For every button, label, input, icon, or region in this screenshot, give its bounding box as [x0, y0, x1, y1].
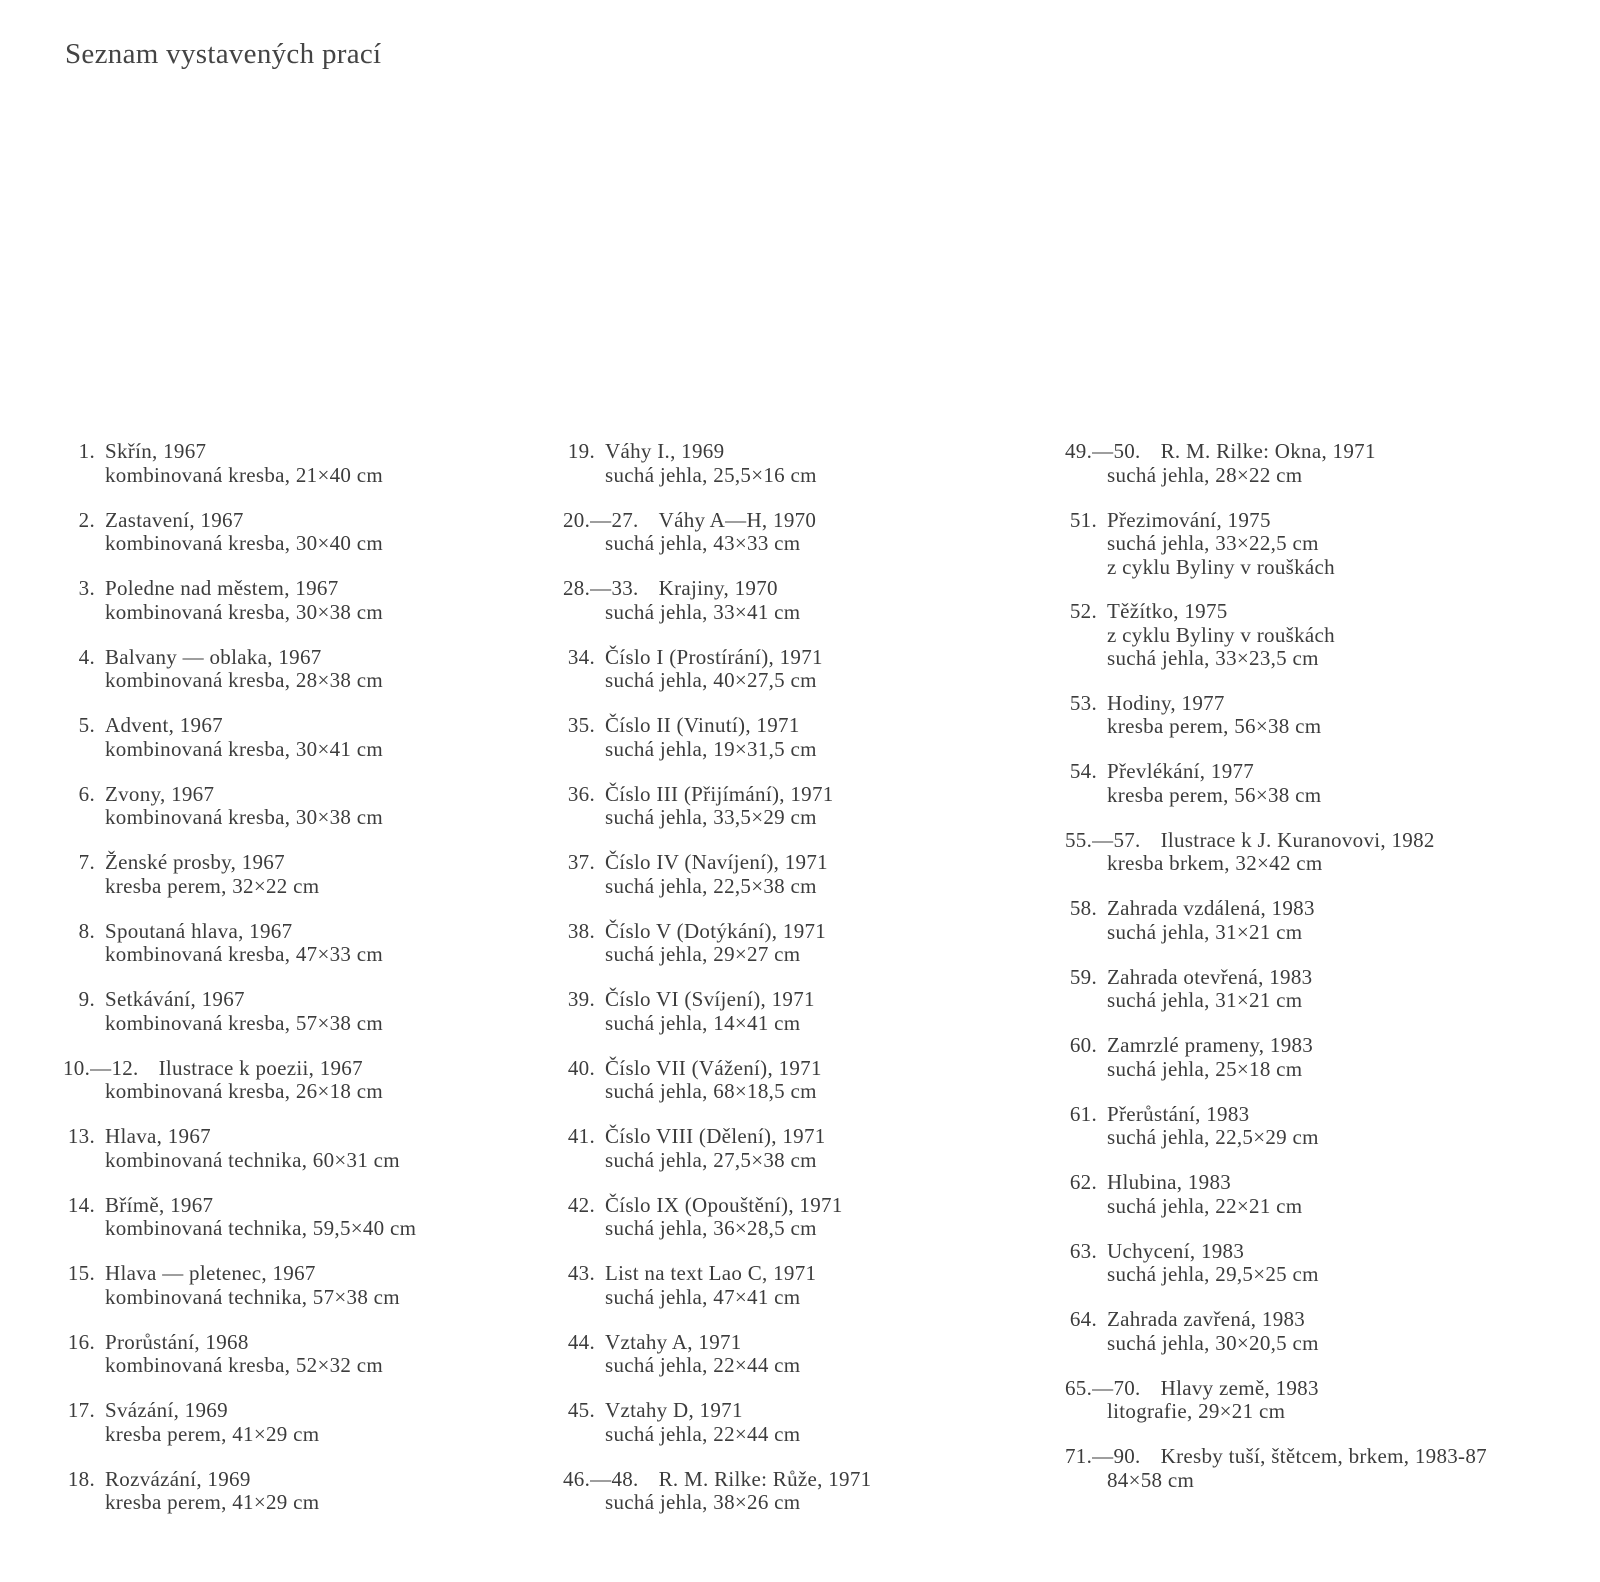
entry-detail: suchá jehla, 31×21 cm — [1107, 988, 1303, 1012]
entry-title: Ilustrace k J. Kuranovovi, 1982 — [1160, 827, 1435, 852]
entry-title: Břímě, 1967 — [105, 1192, 214, 1217]
catalog-entry — [560, 988, 815, 1035]
entry-number: 53. — [1069, 690, 1097, 715]
entry-detail: 84×58 cm — [1107, 1467, 1195, 1492]
entry-detail: kombinovaná kresba, 30×40 cm — [105, 531, 384, 555]
catalog-entry — [1062, 1445, 1487, 1492]
catalog-entry — [1062, 600, 1335, 671]
entry-number: 40. — [567, 1055, 595, 1080]
entry-title: Hlava, 1967 — [105, 1124, 211, 1148]
entry-detail: suchá jehla, 25×18 cm — [1107, 1056, 1303, 1081]
entry-detail: kombinovaná kresba, 26×18 cm — [105, 1079, 384, 1103]
catalog-entry — [60, 1262, 400, 1309]
entry-number: 14. — [67, 1192, 95, 1217]
entry-number: 51. — [1069, 507, 1097, 532]
catalog-entry — [60, 783, 383, 830]
entry-number: 13. — [67, 1124, 95, 1148]
entry-detail: suchá jehla, 22×21 cm — [1107, 1193, 1303, 1218]
catalog-entry — [60, 509, 383, 556]
entry-number: 61. — [1069, 1101, 1097, 1126]
entry-number: 60. — [1069, 1033, 1097, 1057]
entry-number: 9. — [78, 987, 95, 1011]
entry-detail: suchá jehla, 27,5×38 cm — [605, 1147, 817, 1172]
entry-title: Číslo III (Přijímání), 1971 — [605, 781, 834, 806]
entry-detail: suchá jehla, 25,5×16 cm — [605, 462, 817, 487]
entry-detail: kombinovaná kresba, 30×41 cm — [105, 736, 384, 761]
entry-title: Číslo VI (Svíjení), 1971 — [605, 987, 815, 1011]
entry-detail: suchá jehla, 33×41 cm — [605, 599, 801, 624]
catalog-entry — [560, 1194, 843, 1241]
entry-detail: suchá jehla, 22×44 cm — [605, 1421, 801, 1446]
catalog-entry — [560, 1468, 871, 1515]
catalog-entry — [560, 1399, 800, 1446]
entry-detail: kresba perem, 41×29 cm — [105, 1421, 320, 1446]
entry-number: 46.—48. — [563, 1466, 639, 1491]
entry-number: 5. — [78, 713, 95, 737]
entry-number: 36. — [567, 781, 595, 806]
catalog-entry — [1062, 829, 1435, 876]
entry-number: 28.—33. — [563, 576, 639, 600]
entry-detail: z cyklu Byliny v rouškách — [1107, 554, 1335, 579]
entry-detail: kresba perem, 41×29 cm — [105, 1490, 320, 1514]
catalog-entry — [560, 1057, 822, 1104]
entry-detail: suchá jehla, 38×26 cm — [605, 1490, 801, 1514]
entry-detail: suchá jehla, 68×18,5 cm — [605, 1079, 817, 1103]
entry-title: Zamrzlé prameny, 1983 — [1107, 1033, 1314, 1057]
entry-title: Zastavení, 1967 — [105, 507, 244, 532]
entry-detail: kombinovaná technika, 59,5×40 cm — [105, 1216, 417, 1240]
catalog-entry — [560, 714, 817, 761]
entry-title: Kresby tuší, štětcem, brkem, 1983-87 — [1160, 1444, 1487, 1468]
catalog-entry — [1062, 1240, 1319, 1287]
entry-title: R. M. Rilke: Růže, 1971 — [658, 1466, 872, 1491]
entry-title: Skřín, 1967 — [105, 439, 207, 463]
entry-number: 44. — [567, 1329, 595, 1354]
entry-title: Ilustrace k poezii, 1967 — [158, 1055, 363, 1080]
entry-title: Poledne nad městem, 1967 — [105, 576, 339, 600]
catalog-entry — [60, 920, 383, 967]
catalog-entry — [560, 509, 816, 556]
catalog-entry — [60, 646, 383, 693]
entry-title: Váhy A—H, 1970 — [658, 507, 817, 532]
entry-detail: suchá jehla, 43×33 cm — [605, 531, 801, 555]
catalog-entry — [1062, 1171, 1302, 1218]
catalog-entry — [1062, 897, 1315, 944]
entry-number: 55.—57. — [1065, 827, 1141, 852]
catalog-entry — [1062, 692, 1321, 739]
catalog-entry — [560, 577, 800, 624]
entry-number: 41. — [567, 1124, 595, 1148]
entry-title: Číslo IX (Opouštění), 1971 — [605, 1192, 843, 1217]
entry-detail: kresba perem, 32×22 cm — [105, 873, 320, 898]
page-title: Seznam vystavených prací — [65, 38, 382, 70]
entry-detail: suchá jehla, 33,5×29 cm — [605, 805, 817, 829]
catalog-entry — [60, 440, 383, 487]
entry-number: 19. — [567, 439, 595, 463]
entry-title: Rozvázání, 1969 — [105, 1466, 251, 1491]
entry-number: 65.—70. — [1065, 1375, 1141, 1400]
entry-number: 52. — [1069, 599, 1097, 623]
catalog-entry — [1062, 966, 1312, 1013]
entry-detail: kresba perem, 56×38 cm — [1107, 782, 1322, 807]
entry-number: 17. — [67, 1398, 95, 1422]
entry-detail: kombinovaná technika, 57×38 cm — [105, 1284, 400, 1309]
entry-number: 43. — [567, 1261, 595, 1285]
catalog-entry — [1062, 440, 1376, 487]
catalog-entry — [560, 440, 817, 487]
entry-number: 10.—12. — [63, 1055, 139, 1080]
catalog-entry — [60, 851, 319, 898]
entry-title: Spoutaná hlava, 1967 — [105, 918, 293, 943]
entry-number: 3. — [78, 576, 95, 600]
entry-detail: kombinovaná kresba, 21×40 cm — [105, 462, 384, 487]
entry-number: 45. — [567, 1398, 595, 1422]
catalog-entry — [60, 1331, 383, 1378]
entry-number: 35. — [567, 713, 595, 737]
entry-number: 18. — [67, 1466, 95, 1491]
entry-title: Těžítko, 1975 — [1107, 599, 1228, 623]
entry-number: 64. — [1069, 1307, 1097, 1331]
entry-title: Hlubina, 1983 — [1107, 1170, 1232, 1194]
entry-title: Uchycení, 1983 — [1107, 1238, 1245, 1263]
catalog-entry — [1062, 1377, 1319, 1424]
entry-detail: kombinovaná kresba, 30×38 cm — [105, 599, 384, 624]
entry-detail: suchá jehla, 40×27,5 cm — [605, 668, 817, 692]
entry-detail: kombinovaná kresba, 52×32 cm — [105, 1353, 384, 1377]
catalog-entry — [560, 920, 826, 967]
entry-detail: suchá jehla, 29×27 cm — [605, 942, 801, 966]
entry-detail: suchá jehla, 31×21 cm — [1107, 919, 1303, 944]
entry-number: 15. — [67, 1261, 95, 1285]
catalog-entry — [60, 714, 383, 761]
entry-title: Číslo V (Dotýkání), 1971 — [605, 918, 827, 943]
entry-detail: kombinovaná technika, 60×31 cm — [105, 1147, 400, 1172]
entry-detail: suchá jehla, 22×44 cm — [605, 1353, 801, 1377]
entry-title: Advent, 1967 — [105, 713, 223, 737]
entry-title: Prorůstání, 1968 — [105, 1329, 249, 1354]
entry-number: 54. — [1069, 759, 1097, 783]
entry-title: Hlavy země, 1983 — [1160, 1375, 1319, 1400]
entry-title: Zahrada vzdálená, 1983 — [1107, 896, 1315, 920]
entry-title: Setkávání, 1967 — [105, 987, 245, 1011]
catalog-entry — [1062, 1034, 1313, 1081]
entry-title: Váhy I., 1969 — [605, 439, 725, 463]
entry-detail: suchá jehla, 19×31,5 cm — [605, 736, 817, 761]
entry-number: 49.—50. — [1065, 439, 1141, 463]
entry-number: 71.—90. — [1065, 1444, 1141, 1468]
catalog-entry — [1062, 509, 1335, 580]
entry-detail: kombinovaná kresba, 47×33 cm — [105, 942, 384, 966]
catalog-entry — [1062, 1308, 1319, 1355]
entry-number: 8. — [78, 918, 95, 943]
entry-number: 42. — [567, 1192, 595, 1217]
entry-title: Zahrada zavřená, 1983 — [1107, 1307, 1306, 1331]
entry-detail: suchá jehla, 33×22,5 cm — [1107, 531, 1319, 555]
entry-title: Číslo VIII (Dělení), 1971 — [605, 1124, 826, 1148]
entry-number: 34. — [567, 644, 595, 669]
catalog-entry — [60, 1468, 319, 1515]
entry-number: 39. — [567, 987, 595, 1011]
entry-title: Ženské prosby, 1967 — [105, 850, 285, 874]
catalog-entry — [60, 577, 383, 624]
catalog-entry — [560, 851, 828, 898]
entry-number: 4. — [78, 644, 95, 669]
entry-number: 6. — [78, 781, 95, 806]
entry-title: Číslo IV (Navíjení), 1971 — [605, 850, 828, 874]
entry-number: 37. — [567, 850, 595, 874]
entry-title: Hodiny, 1977 — [1107, 690, 1225, 715]
entry-title: Převlékání, 1977 — [1107, 759, 1255, 783]
entry-detail: suchá jehla, 30×20,5 cm — [1107, 1330, 1319, 1355]
entry-title: Hlava — pletenec, 1967 — [105, 1261, 316, 1285]
entry-title: Svázání, 1969 — [105, 1398, 228, 1422]
entry-title: List na text Lao C, 1971 — [605, 1261, 817, 1285]
catalog-entry — [560, 1331, 800, 1378]
entry-detail: kombinovaná kresba, 28×38 cm — [105, 668, 384, 692]
entry-number: 38. — [567, 918, 595, 943]
entry-title: Balvany — oblaka, 1967 — [105, 644, 322, 669]
entry-detail: kombinovaná kresba, 30×38 cm — [105, 805, 384, 829]
entry-number: 1. — [78, 439, 95, 463]
entry-title: Číslo VII (Vážení), 1971 — [605, 1055, 822, 1080]
entry-number: 16. — [67, 1329, 95, 1354]
entry-title: Číslo I (Prostírání), 1971 — [605, 644, 823, 669]
catalog-entry — [1062, 760, 1321, 807]
entry-number: 58. — [1069, 896, 1097, 920]
catalog-entry — [60, 1399, 319, 1446]
entry-detail: suchá jehla, 29,5×25 cm — [1107, 1262, 1319, 1286]
entry-detail: kombinovaná kresba, 57×38 cm — [105, 1010, 384, 1035]
entry-title: R. M. Rilke: Okna, 1971 — [1160, 439, 1376, 463]
catalog-entry — [60, 988, 383, 1035]
entry-title: Přerůstání, 1983 — [1107, 1101, 1250, 1126]
entry-detail: kresba brkem, 32×42 cm — [1107, 851, 1323, 875]
entry-title: Zahrada otevřená, 1983 — [1107, 964, 1313, 989]
catalog-entry — [60, 1057, 383, 1104]
entry-detail: litografie, 29×21 cm — [1107, 1399, 1286, 1423]
entry-detail: suchá jehla, 22,5×38 cm — [605, 873, 817, 898]
entry-title: Vztahy A, 1971 — [605, 1329, 742, 1354]
entry-detail: suchá jehla, 28×22 cm — [1107, 462, 1303, 487]
catalog-entry — [60, 1125, 400, 1172]
catalog-entry — [560, 1125, 826, 1172]
entry-detail: suchá jehla, 14×41 cm — [605, 1010, 801, 1035]
catalog-entry — [560, 1262, 816, 1309]
entry-title: Přezimování, 1975 — [1107, 507, 1271, 532]
entry-number: 7. — [78, 850, 95, 874]
entry-number: 63. — [1069, 1238, 1097, 1263]
entry-number: 20.—27. — [563, 507, 639, 532]
catalog-entry — [560, 646, 823, 693]
entry-title: Vztahy D, 1971 — [605, 1398, 743, 1422]
entry-title: Zvony, 1967 — [105, 781, 215, 806]
entry-detail: suchá jehla, 36×28,5 cm — [605, 1216, 817, 1240]
entry-detail: suchá jehla, 22,5×29 cm — [1107, 1125, 1319, 1149]
entry-number: 2. — [78, 507, 95, 532]
entry-number: 59. — [1069, 964, 1097, 989]
entry-detail: suchá jehla, 47×41 cm — [605, 1284, 801, 1309]
catalog-entry — [60, 1194, 416, 1241]
entry-detail: suchá jehla, 33×23,5 cm — [1107, 646, 1319, 670]
entry-number: 62. — [1069, 1170, 1097, 1194]
entry-detail: kresba perem, 56×38 cm — [1107, 714, 1322, 738]
entry-title: Číslo II (Vinutí), 1971 — [605, 713, 800, 737]
entry-title: Krajiny, 1970 — [658, 576, 778, 600]
catalog-entry — [560, 783, 834, 830]
catalog-entry — [1062, 1103, 1319, 1150]
entry-detail: z cyklu Byliny v rouškách — [1107, 622, 1335, 647]
